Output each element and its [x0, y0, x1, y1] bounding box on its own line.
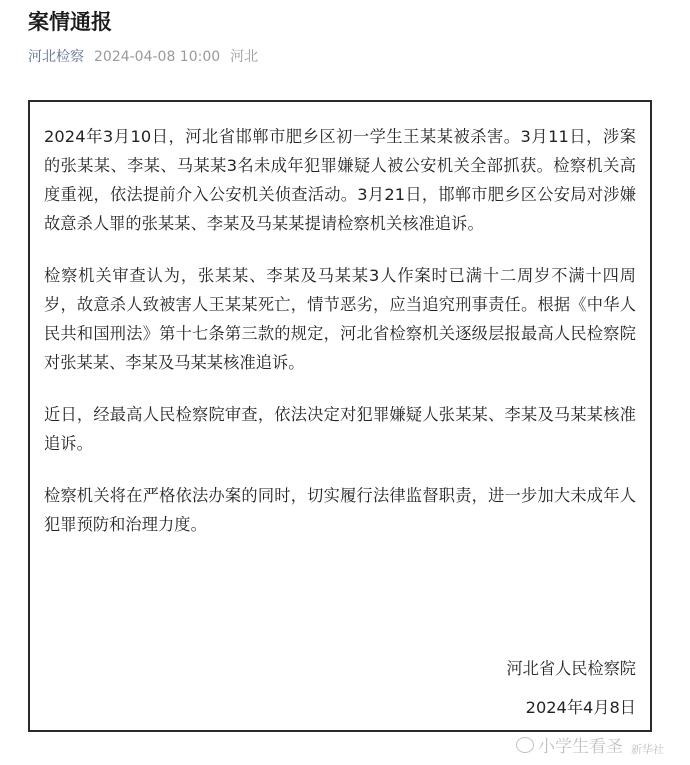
article-header [28, 0, 668, 66]
page-title: 案情通报 [28, 10, 112, 34]
watermark-sub: 新华社 [631, 743, 664, 756]
watermark [516, 732, 664, 757]
publish-location: 河北 [230, 49, 259, 65]
notice-paragraph-4: 检察机关将在严格依法办案的同时，切实履行法律监督职责，进一步加大未成年人犯罪预防和治理力度。 [44, 486, 636, 534]
publish-datetime: 2024-04-08 10:00 [94, 49, 221, 65]
signature-date: 2024年4月8日 [525, 698, 636, 717]
notice-box [28, 100, 652, 732]
notice-paragraph-1: 2024年3月10日，河北省邯郸市肥乡区初一学生王某某被杀害。3月11日，涉案的张某某、李某、马某某3名未成年犯罪嫌疑人被公安机关全部抓获。检察机关高度重视，依法提前介入公安机关侦查活动。3月21日，邯郸市肥乡区公安局对涉嫌故意杀人罪的张某某、李某及马某某提请检察机关核准追诉。 [44, 127, 636, 233]
notice-paragraph-3: 近日，经最高人民检察院审查，依法决定对犯罪嫌疑人张某某、李某及马某某核准追诉。 [44, 405, 636, 453]
notice-paragraph-2: 检察机关审查认为，张某某、李某及马某某3人作案时已满十二周岁不满十四周岁，故意杀人致被害人王某某死亡，情节恶劣，应当追究刑事责任。根据《中华人民共和国刑法》第十七条第三款的规定，河北省检察机关逐级层报最高人民检察院对张某某、李某及马某某核准追诉。 [44, 266, 636, 372]
watermark-text: 小学生看圣 [538, 737, 623, 757]
weibo-icon [516, 737, 534, 753]
signature-organization: 河北省人民检察院 [506, 659, 636, 678]
account-name-link[interactable]: 河北检察 [28, 49, 84, 65]
article-meta [28, 48, 668, 66]
signature-block [507, 654, 637, 722]
